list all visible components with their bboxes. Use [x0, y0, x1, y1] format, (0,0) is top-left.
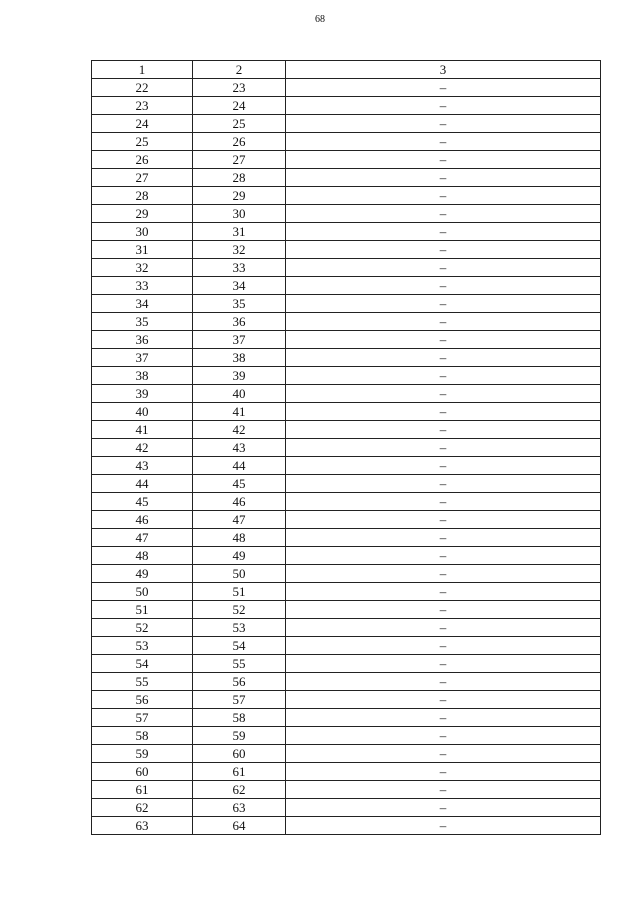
table-cell-col-2: 32: [193, 241, 286, 259]
table-row: [92, 205, 601, 223]
table-cell-col-3: –: [286, 169, 601, 187]
table-cell-col-1: 51: [92, 601, 193, 619]
table-cell-col-1: 35: [92, 313, 193, 331]
table-row: [92, 691, 601, 709]
table-cell-col-2: 42: [193, 421, 286, 439]
table-cell-col-3: –: [286, 709, 601, 727]
table-cell-col-1: 44: [92, 475, 193, 493]
table-row: [92, 817, 601, 835]
table-cell-col-3: –: [286, 619, 601, 637]
table-cell-col-2: 52: [193, 601, 286, 619]
table-cell-col-2: 28: [193, 169, 286, 187]
table-cell-col-3: –: [286, 493, 601, 511]
table-cell-col-3: –: [286, 331, 601, 349]
table-cell-col-1: 50: [92, 583, 193, 601]
table-cell-col-1: 60: [92, 763, 193, 781]
table-cell-col-3: –: [286, 763, 601, 781]
table-row: [92, 313, 601, 331]
table-row: [92, 259, 601, 277]
table-cell-col-3: –: [286, 799, 601, 817]
table-cell-col-1: 34: [92, 295, 193, 313]
table-row: [92, 331, 601, 349]
table-row: [92, 637, 601, 655]
table-row: [92, 349, 601, 367]
table-cell-col-1: 61: [92, 781, 193, 799]
table-cell-col-1: 48: [92, 547, 193, 565]
table-row: [92, 619, 601, 637]
table-cell-col-2: 48: [193, 529, 286, 547]
table-cell-col-2: 26: [193, 133, 286, 151]
table-cell-col-1: 54: [92, 655, 193, 673]
table-cell-col-1: 33: [92, 277, 193, 295]
table-cell-col-1: 63: [92, 817, 193, 835]
table-row: [92, 367, 601, 385]
table-row: [92, 475, 601, 493]
table-cell-col-1: 47: [92, 529, 193, 547]
table-cell-col-3: –: [286, 745, 601, 763]
table-cell-col-1: 58: [92, 727, 193, 745]
table-cell-col-2: 36: [193, 313, 286, 331]
table-row: [92, 115, 601, 133]
table-cell-col-3: –: [286, 151, 601, 169]
table-cell-col-2: 34: [193, 277, 286, 295]
table-row: [92, 493, 601, 511]
table-row: [92, 97, 601, 115]
table-cell-col-3: –: [286, 727, 601, 745]
table-row: [92, 565, 601, 583]
table-cell-col-3: –: [286, 403, 601, 421]
table-cell-col-1: 25: [92, 133, 193, 151]
table-row: [92, 745, 601, 763]
table-cell-col-3: –: [286, 187, 601, 205]
table-cell-col-1: 32: [92, 259, 193, 277]
table-cell-col-3: –: [286, 313, 601, 331]
table-cell-col-2: 53: [193, 619, 286, 637]
table-cell-col-1: 41: [92, 421, 193, 439]
table-cell-col-2: 54: [193, 637, 286, 655]
table-cell-col-3: –: [286, 205, 601, 223]
table-row: [92, 547, 601, 565]
table-cell-col-2: 24: [193, 97, 286, 115]
table-cell-col-2: 62: [193, 781, 286, 799]
table-row: [92, 781, 601, 799]
table-cell-col-2: 29: [193, 187, 286, 205]
column-header-2: 2: [193, 61, 286, 79]
table-cell-col-2: 41: [193, 403, 286, 421]
table-cell-col-2: 58: [193, 709, 286, 727]
table-cell-col-3: –: [286, 259, 601, 277]
table-cell-col-2: 44: [193, 457, 286, 475]
table-row: [92, 511, 601, 529]
table-cell-col-3: –: [286, 385, 601, 403]
table-cell-col-1: 40: [92, 403, 193, 421]
table-cell-col-2: 37: [193, 331, 286, 349]
table-cell-col-2: 47: [193, 511, 286, 529]
table-cell-col-1: 59: [92, 745, 193, 763]
table-cell-col-1: 62: [92, 799, 193, 817]
table-cell-col-1: 49: [92, 565, 193, 583]
table-cell-col-3: –: [286, 691, 601, 709]
table-cell-col-3: –: [286, 439, 601, 457]
table-cell-col-2: 38: [193, 349, 286, 367]
table-cell-col-1: 29: [92, 205, 193, 223]
table-row: [92, 169, 601, 187]
table-cell-col-1: 39: [92, 385, 193, 403]
table-cell-col-3: –: [286, 565, 601, 583]
table-row: [92, 709, 601, 727]
table-cell-col-1: 45: [92, 493, 193, 511]
table-cell-col-3: –: [286, 223, 601, 241]
table-cell-col-2: 63: [193, 799, 286, 817]
table-row: [92, 457, 601, 475]
table-cell-col-2: 40: [193, 385, 286, 403]
table-cell-col-1: 38: [92, 367, 193, 385]
table-body: [92, 79, 601, 835]
table-cell-col-2: 56: [193, 673, 286, 691]
table-cell-col-1: 37: [92, 349, 193, 367]
table-cell-col-1: 31: [92, 241, 193, 259]
table-cell-col-2: 31: [193, 223, 286, 241]
table-cell-col-1: 46: [92, 511, 193, 529]
table-cell-col-1: 42: [92, 439, 193, 457]
table-cell-col-3: –: [286, 367, 601, 385]
table-row: [92, 277, 601, 295]
table-cell-col-3: –: [286, 475, 601, 493]
table-cell-col-1: 24: [92, 115, 193, 133]
table-cell-col-3: –: [286, 97, 601, 115]
table-cell-col-3: –: [286, 547, 601, 565]
table-row: [92, 79, 601, 97]
table-cell-col-1: 52: [92, 619, 193, 637]
table-cell-col-2: 33: [193, 259, 286, 277]
page-number: 68: [315, 14, 325, 25]
table-cell-col-2: 59: [193, 727, 286, 745]
table-cell-col-3: –: [286, 673, 601, 691]
table-cell-col-1: 27: [92, 169, 193, 187]
table-cell-col-3: –: [286, 817, 601, 835]
table-cell-col-2: 61: [193, 763, 286, 781]
table-cell-col-2: 27: [193, 151, 286, 169]
table-cell-col-1: 55: [92, 673, 193, 691]
table-cell-col-1: 53: [92, 637, 193, 655]
table-cell-col-2: 43: [193, 439, 286, 457]
table-row: [92, 673, 601, 691]
table-row: [92, 133, 601, 151]
table-cell-col-1: 28: [92, 187, 193, 205]
table-cell-col-3: –: [286, 295, 601, 313]
table-cell-col-1: 57: [92, 709, 193, 727]
table-row: [92, 727, 601, 745]
table-cell-col-3: –: [286, 241, 601, 259]
table-cell-col-3: –: [286, 133, 601, 151]
data-table: [91, 60, 601, 835]
table-cell-col-1: 36: [92, 331, 193, 349]
table-row: [92, 241, 601, 259]
table-row: [92, 385, 601, 403]
table-row: [92, 187, 601, 205]
table-cell-col-2: 25: [193, 115, 286, 133]
table-cell-col-3: –: [286, 529, 601, 547]
table-header-row: [92, 61, 601, 79]
table-cell-col-2: 57: [193, 691, 286, 709]
table-cell-col-2: 23: [193, 79, 286, 97]
table-cell-col-2: 60: [193, 745, 286, 763]
table-cell-col-3: –: [286, 781, 601, 799]
table-cell-col-1: 22: [92, 79, 193, 97]
table-row: [92, 439, 601, 457]
table-row: [92, 403, 601, 421]
table-row: [92, 529, 601, 547]
table-cell-col-2: 35: [193, 295, 286, 313]
table-cell-col-3: –: [286, 655, 601, 673]
table-row: [92, 763, 601, 781]
column-header-1: 1: [92, 61, 193, 79]
table-cell-col-2: 39: [193, 367, 286, 385]
table-cell-col-1: 26: [92, 151, 193, 169]
table-cell-col-3: –: [286, 349, 601, 367]
table-row: [92, 223, 601, 241]
table-cell-col-3: –: [286, 601, 601, 619]
table-cell-col-3: –: [286, 421, 601, 439]
table-cell-col-2: 51: [193, 583, 286, 601]
table-cell-col-3: –: [286, 115, 601, 133]
table-cell-col-2: 64: [193, 817, 286, 835]
table-cell-col-3: –: [286, 637, 601, 655]
table-row: [92, 151, 601, 169]
table-cell-col-1: 56: [92, 691, 193, 709]
table-cell-col-1: 43: [92, 457, 193, 475]
table-cell-col-2: 50: [193, 565, 286, 583]
table-cell-col-2: 30: [193, 205, 286, 223]
table-cell-col-3: –: [286, 457, 601, 475]
table-cell-col-3: –: [286, 583, 601, 601]
table-row: [92, 655, 601, 673]
table-cell-col-1: 30: [92, 223, 193, 241]
table-row: [92, 601, 601, 619]
table-cell-col-2: 46: [193, 493, 286, 511]
table-cell-col-2: 49: [193, 547, 286, 565]
table-cell-col-2: 55: [193, 655, 286, 673]
table-row: [92, 421, 601, 439]
table-cell-col-3: –: [286, 511, 601, 529]
table-row: [92, 799, 601, 817]
column-header-3: 3: [286, 61, 601, 79]
table-cell-col-3: –: [286, 277, 601, 295]
table-cell-col-2: 45: [193, 475, 286, 493]
table-row: [92, 295, 601, 313]
table-cell-col-3: –: [286, 79, 601, 97]
table-row: [92, 583, 601, 601]
table-cell-col-1: 23: [92, 97, 193, 115]
